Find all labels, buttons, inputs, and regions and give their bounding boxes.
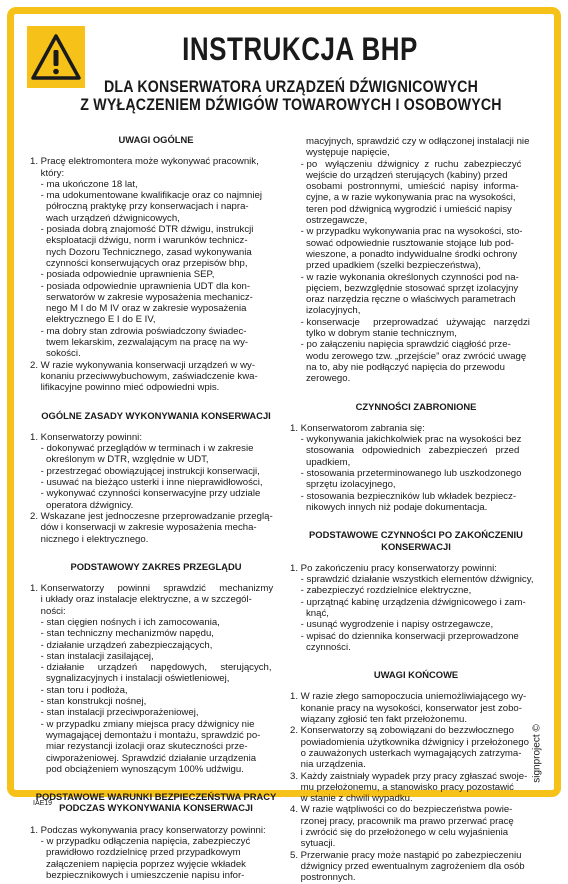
text-line: półroczną praktykę przy konserwacjach i napra- [30,201,249,213]
text-line: ciwporażeniowej. Sprawdzić działanie urządzenia [30,752,257,764]
text-line: lifikacyjne powinno mieć odpowiedni wpis. [30,382,220,394]
text-line: 1. Podczas wykonywania pracy konserwatorzy powinni: [30,824,266,836]
section-body-ogolne-zasady [30,432,282,545]
text-line: - sprawdzić działanie wszystkich elementów dźwignicy, [290,574,534,586]
text-line: dów i konserwacji w zakresie wyposażenia mecha- [30,522,257,534]
text-line: - stan techniczny mechanizmów napędu, [30,628,214,640]
text-line: przed upadkiem (szelki bezpieczeństwa), [290,260,481,272]
text-line: 1. Konserwatorzy powinni: [30,431,142,443]
text-line: 1. Po zakończeniu pracy konserwatorzy powinni: [290,562,497,574]
text-line: - ma ukończone 18 lat, [30,178,138,190]
text-line: - w przypadku zmiany miejsca pracy dźwignicy nie [30,718,255,730]
section-title-warunki-bezpieczenstwa: PODSTAWOWE WARUNKI BEZPIECZEŃSTWA PRACY [35,791,277,803]
brand-text: signproject © [531,724,543,783]
text-line: dźwignicy przed ewentualnym zagrożeniem dla osób [290,860,525,872]
text-line: bezpiecznikowych i umieszczenie napisu infor- [30,869,245,881]
text-line: 3. Każdy zaistniały wypadek przy pracy zgłaszać swoje- [290,770,528,782]
text-line: nicznego i elektrycznego. [30,533,149,545]
section-body-po-zakonczeniu [290,563,542,653]
text-line: zerowego. [290,373,351,385]
text-line: czynności konserwujących oraz przepisów bhp, [30,257,248,269]
text-line: powiadomienia użytkownika dźwignicy i przełożonego [290,736,529,748]
section-body-zakres-przegladu [30,583,282,775]
text-line: - usunąć wygrodzenie i napisy ostrzegawcze, [290,619,494,631]
text-line: - działanie urządzeń napędowych, sterujących, [30,662,272,674]
text-line: wach urządzeń dźwignicowych, [30,212,180,224]
section-title-czynnosci-zabronione: CZYNNOŚCI ZABRONIONE [355,400,477,412]
text-line: - dokonywać przeglądów w terminach i w zakresie [30,443,254,455]
section-body-czynnosci-zabronione [290,423,542,513]
text-line: - wykonywać czynności konserwacyjne przy udziale [30,488,261,500]
text-line: stosowania odpowiednich zabezpieczeń przed [290,445,520,457]
section-title-zakres-przegladu: PODSTAWOWY ZAKRES PRZEGLĄDU [70,560,242,572]
text-line: eksploatacji dźwigu, norm i warunków technicz- [30,235,248,247]
text-line: konaniu przeciwwybuchowym, zaświadczenie kwa- [30,370,258,382]
text-line: na to, aby nie podłączyć napięcia do przewodu [290,361,505,373]
text-line: - wykonywania jakichkolwiek prac na wysokości bez [290,434,522,446]
text-line: wodu zerowego tzw. „przejście” oraz zwrócić uwagę [290,350,527,362]
section-body-warunki-bezpieczenstwa-cont [290,136,542,385]
section-title-uwagi-koncowe: UWAGI KOŃCOWE [373,669,459,681]
text-line: oraz narzędzia ręczne o właściwych parametrach [290,294,516,306]
text-line: rzonej pracy, pracownik ma prawo przerwać pracę [290,815,514,827]
text-line: wieszone, a ponadto indywidualne środki ochrony [290,248,518,260]
section-title-po-zakonczeniu: PODSTAWOWE CZYNNOŚCI PO ZAKOŃCZENIU KONSERWACJI [309,529,523,552]
text-line: pięciem, bezwzględnie stosować sprzęt izolacyjny [290,282,519,294]
text-line: 2. Wskazane jest jednoczesne przeprowadzanie przeglą- [30,510,273,522]
text-line: knąć, [290,607,329,619]
text-line: i układy oraz instalacje elektryczne, a w szczegól- [30,594,252,606]
text-line: upadkiem, [290,456,351,468]
right-column [290,136,542,884]
text-line: - stan cięgien nośnych i ich zamocowania, [30,616,220,628]
subtitle-line: Z WYŁĄCZENIEM DŹWIGÓW TOWAROWYCH I OSOBOWYCH [80,95,502,115]
text-line: sować odpowiednie rusztowanie stojące lub pod- [290,237,514,249]
text-line: sytuacji. [290,838,336,850]
text-line: serwatorów w zakresie wyposażenia mechanicz- [30,291,253,303]
text-line: teren pod dźwignicą wygrodzić i umieścić napisy [290,203,512,215]
text-line: - stan instalacji zasilającej, [30,650,154,662]
text-line: - stosowania przeterminowanego lub uszkodzonego [290,468,522,480]
text-line: - stan konstrukcji nośnej, [30,696,147,708]
subtitle-line: DLA KONSERWATORA URZĄDZEŃ DŹWIGNICOWYCH [103,77,479,97]
text-line: - usuwać na bieżąco usterki i inne nieprawidłowości, [30,477,263,489]
text-line: - przestrzegać obowiązującej instrukcji konserwacji, [30,465,260,477]
text-line: ostrzegawcze, [290,215,368,227]
text-line: - posiada odpowiednie uprawnienia SEP, [30,269,215,281]
text-line: postronnych. [290,872,356,884]
text-line: elektrycznego E I do E IV, [30,314,156,326]
text-line: 1. W razie złego samopoczucia uniemożliwiającego wy- [290,691,527,703]
text-line: operatora dźwignicy. [30,499,134,511]
text-line: 2. W razie wykonywania konserwacji urządzeń w wy- [30,359,255,371]
text-line: czynności. [290,641,351,653]
text-line: mu przełożonemu, a stanowisko pracy pozostawić [290,781,514,793]
text-line: który: [30,167,65,179]
text-line: nia urządzenia. [290,759,366,771]
text-line: wymagającej demontażu i montażu, sprawdzić po- [30,729,261,741]
page-title: INSTRUKCJA BHP [182,30,418,68]
text-line: prawidłowo rozdzielnicę przed przypadkowym [30,847,241,859]
text-line: cyjne, a w razie wykonywania prac na wysokości, [290,192,516,204]
text-line: - działanie urządzeń zabezpieczających, [30,639,213,651]
text-line: tylko w dobrym stanie technicznym, [290,328,457,340]
product-code: IAE19 [33,800,53,807]
text-line: - posiada odpowiednie uprawnienia UDT dla kon- [30,280,251,292]
section-body-uwagi-ogolne [30,156,282,393]
text-line: sprzętu izolacyjnego, [290,479,396,491]
text-line: i zwrócić się do przełożonego w celu wyjaśnienia [290,827,509,839]
text-line: ności: [30,605,66,617]
section-title-uwagi-ogolne: UWAGI OGÓLNE [118,134,194,145]
brand-mark [530,720,544,790]
page-subtitle [60,78,522,114]
text-line: osobami postronnymi, umieścić napisy informa- [290,181,519,193]
text-line: macyjnych, sprawdzić czy w odłączonej instalacji nie [290,136,530,147]
text-line: - ma dobry stan zdrowia poświadczony świadec- [30,325,247,337]
text-line: o zauważonych usterkach wymagających zatrzyma- [290,747,522,759]
text-line: miar rezystancji izolacji oraz skuteczności prze- [30,741,248,753]
text-line: 1. Konserwatorzy powinni sprawdzić mechanizmy [30,583,274,595]
text-line: nikowych innych niż podaje dokumentacja. [290,501,488,513]
text-line: - zabezpieczyć rozdzielnice elektryczne, [290,585,472,597]
text-line: - po załączeniu napięcia sprawdzić ciągłość prze- [290,339,511,351]
text-line: - w razie wykonania określonych czynności pod na- [290,271,519,283]
text-line: 5. Przerwanie pracy może nastąpić po zabezpieczeniu [290,849,522,861]
text-line: - uprzątnąć kabinę urządzenia dźwignicowego i zam- [290,596,526,608]
text-line: 2. Konserwatorzy są zobowiązani do bezzwłocznego [290,725,514,737]
text-line: określonym w DTR, względnie w UDT, [30,454,209,466]
text-line: sygnalizacyjnych i instalacji oświetleniowej, [30,673,230,685]
text-line: w stanie z chwili wypadku. [290,793,413,805]
text-line: 1. Konserwatorom zabrania się: [290,422,425,434]
section-title-warunki-bezpieczenstwa-line2: PODCZAS WYKONYWANIA KONSERWACJI [59,802,253,814]
text-line: - w przypadku odłączenia napięcia, zabezpieczyć [30,836,251,848]
text-line: konanie pracy na wysokości, konserwator jest zobo- [290,702,522,714]
text-line: wiązany zgłosić ten fakt przełożonemu. [290,714,468,726]
left-column [30,134,282,881]
text-line: - w przypadku wykonywania prac na wysokości, sto- [290,226,523,238]
text-line: pod obciążeniem wynoszącym 100% udźwigu. [30,763,244,775]
section-title-ogolne-zasady: OGÓLNE ZASADY WYKONYWANIA KONSERWACJI [41,409,271,421]
text-line: - po wyłączeniu dźwignicy z ruchu zabezpieczyć [290,158,522,170]
text-line: sokości. [30,348,81,360]
text-line: wejście do urządzeń sterujących (kabiny) przed [290,169,508,181]
text-line: występuje napięcie, [290,147,390,159]
section-body-uwagi-koncowe [290,691,542,883]
text-line: - stan toru i podłoża, [30,684,128,696]
text-line: - stan instalacji przeciwporażeniowej, [30,707,199,719]
text-line: nego M I do M IV oraz w zakresie wyposażenia [30,303,247,315]
text-line: załączeniem napięcia poprzez wyjęcie wkładek [30,858,246,870]
text-line: izolacyjnych, [290,305,361,317]
text-line: - wpisać do dziennika konserwacji przeprowadzone [290,630,519,642]
text-line: nych Dozoru Technicznego, zasad wykonywania [30,246,252,258]
text-line: - konserwacje przeprowadzać używając narzędzi [290,316,530,328]
text-line: - ma udokumentowane kwalifikacje oraz co najmniej [30,190,262,202]
text-line: 1. Pracę elektromontera może wykonywać pracownik, [30,156,259,168]
text-line: - stosowania bezpieczników lub wkładek bezpiecz- [290,490,517,502]
text-line: 4. W razie wątpliwości co do bezpieczeństwa powie- [290,804,513,816]
section-body-warunki-bezpieczenstwa [30,825,282,881]
text-line: twem lekarskim, zezwalającym na pracę na wy- [30,337,249,349]
text-line: - posiada dobrą znajomość DTR dźwigu, instrukcji [30,224,254,236]
